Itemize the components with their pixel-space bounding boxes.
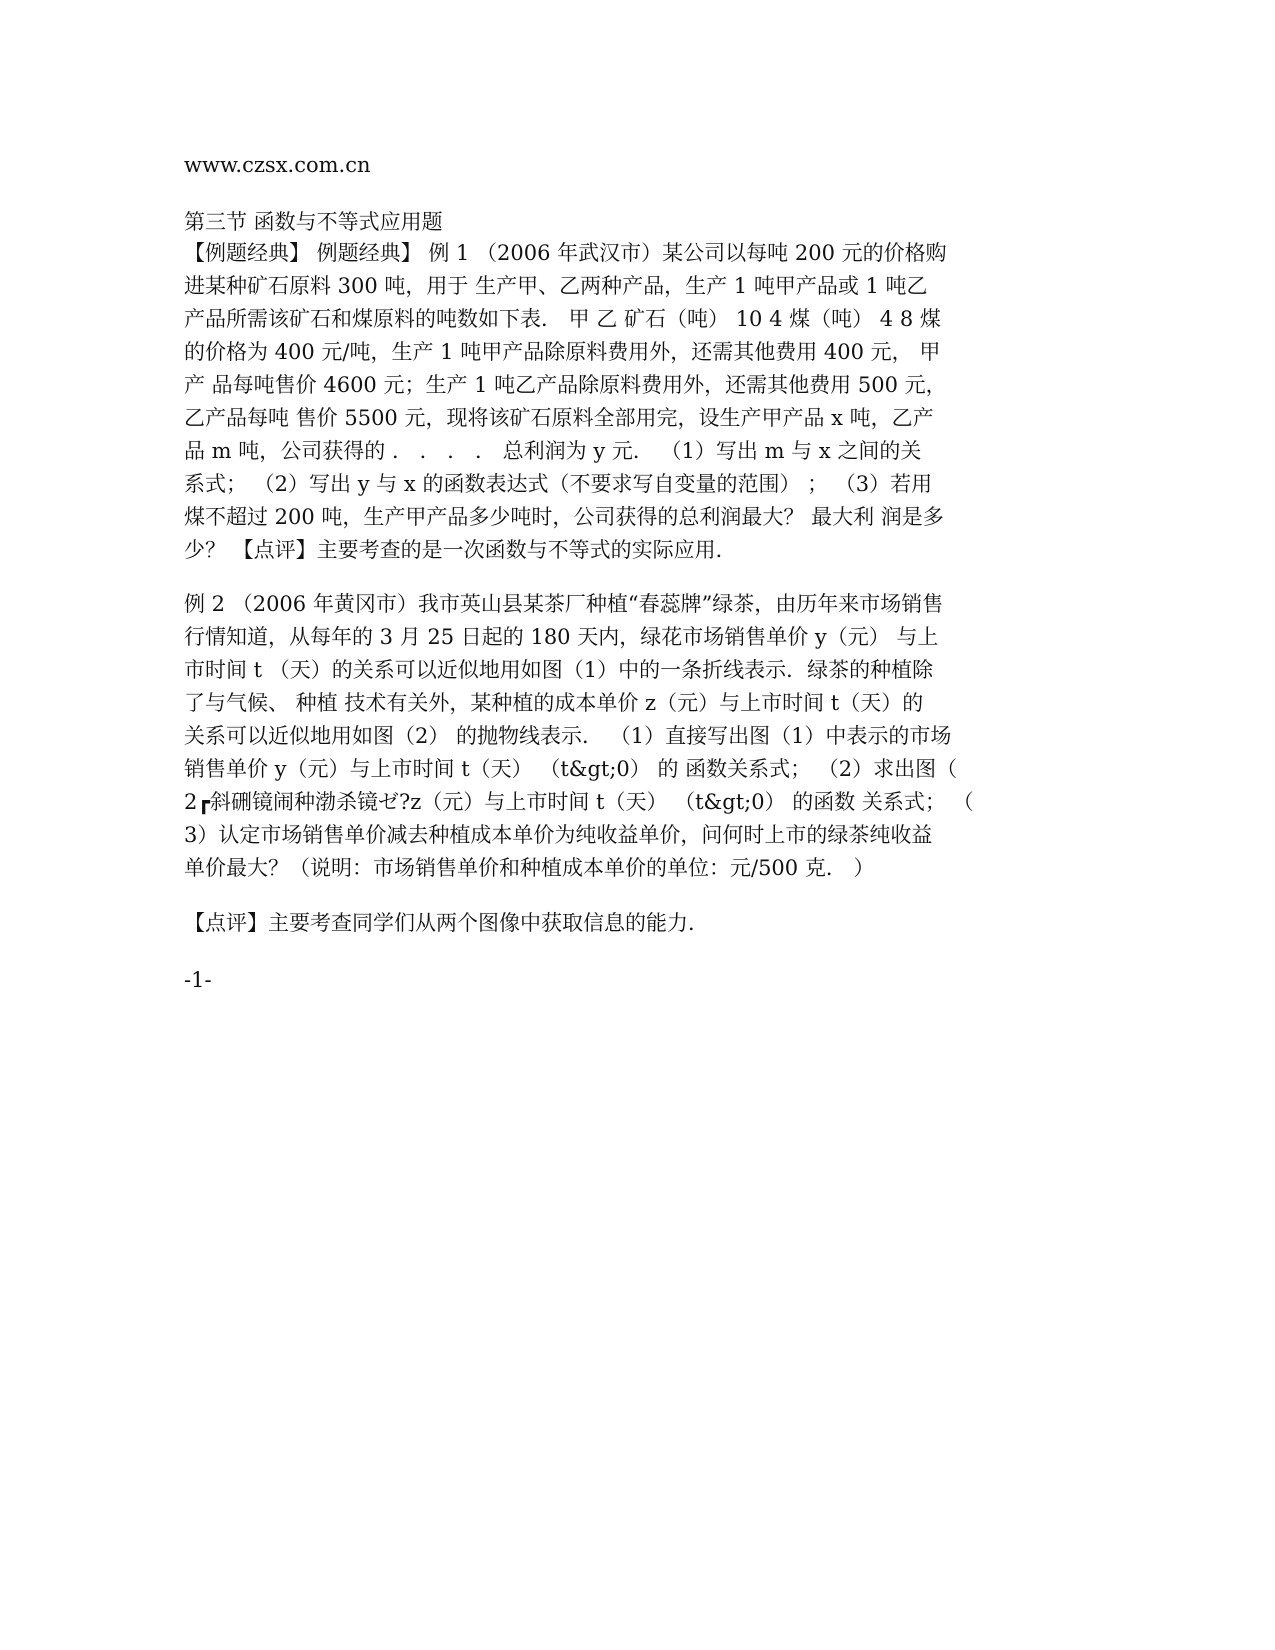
paragraph-line: 系式； （2）写出 y 与 x 的函数表达式（不要求写自变量的范围） ； （3）若用 [184,472,933,496]
example-2-comment [184,907,1084,940]
page-number: -1- [184,968,212,992]
example-1-paragraph [184,237,1084,567]
document-page [184,0,1084,1650]
paragraph-line: 单价最大？（说明：市场销售单价和种植成本单价的单位：元/500 克． ） [184,856,875,880]
paragraph-line: 例 2 （2006 年黄冈市）我市英山县某茶厂种植“春蕊牌”绿茶，由历年来市场销售 [184,592,944,616]
paragraph-line: 进某种矿石原料 300 吨，用于 生产甲、乙两种产品，生产 1 吨甲产品或 1 吨乙 [184,274,928,298]
paragraph-line: 少？ 【点评】主要考查的是一次函数与不等式的实际应用． [184,538,737,562]
paragraph-line: 【点评】主要考查同学们从两个图像中获取信息的能力． [184,911,709,935]
paragraph-line: 乙产品每吨 售价 5500 元，现将该矿石原料全部用完，设生产甲产品 x 吨，乙产 [184,406,934,430]
paragraph-line: 煤不超过 200 吨，生产甲产品多少吨时，公司获得的总利润最大？ 最大利 润是多 [184,505,944,529]
paragraph-line: 了与气候、 种植 技术有关外，某种植的成本单价 z（元）与上市时间 t（天）的 [184,691,924,715]
example-2-paragraph [184,588,1084,885]
paragraph-line: 的价格为 400 元/吨，生产 1 吨甲产品除原料费用外，还需其他费用 400 元， 甲 [184,340,941,364]
paragraph-line: 3）认定市场销售单价减去种植成本单价为纯收益单价，问何时上市的绿茶纯收益 [184,823,933,847]
paragraph-line: 品 m 吨，公司获得的 ． ． ． ． 总利润为 y 元． （1）写出 m 与 x 之间的关 [184,439,922,463]
paragraph-line: 行情知道，从每年的 3 月 25 日起的 180 天内，绿花市场销售单价 y（元） 与上 [184,625,939,649]
site-url: www.czsx.com.cn [184,153,371,177]
paragraph-line: 销售单价 y（元）与上市时间 t（天） （t&gt;0） 的 函数关系式； （2）求出图（ [184,757,958,781]
paragraph-line: 市时间 t （天）的关系可以近似地用如图（1）中的一条折线表示．绿茶的种植除 [184,658,934,682]
section-title: 第三节 函数与不等式应用题 [184,210,443,234]
paragraph-line: 产品所需该矿石和煤原料的吨数如下表． 甲 乙 矿石（吨） 10 4 煤（吨） 4 8 煤 [184,307,941,331]
paragraph-line: 关系可以近似地用如图（2） 的抛物线表示． （1）直接写出图（1）中表示的市场 [184,724,952,748]
paragraph-line: 产 品每吨售价 4600 元；生产 1 吨乙产品除原料费用外，还需其他费用 500 元， [184,373,947,397]
paragraph-line: 【例题经典】 例题经典】 例 1 （2006 年武汉市）某公司以每吨 200 元的价格购 [184,241,947,265]
paragraph-line: 2┏斜硎镜闹种渤杀镜ゼ?z（元）与上市时间 t（天） （t&gt;0） 的函数 关系式； （ [184,790,974,814]
